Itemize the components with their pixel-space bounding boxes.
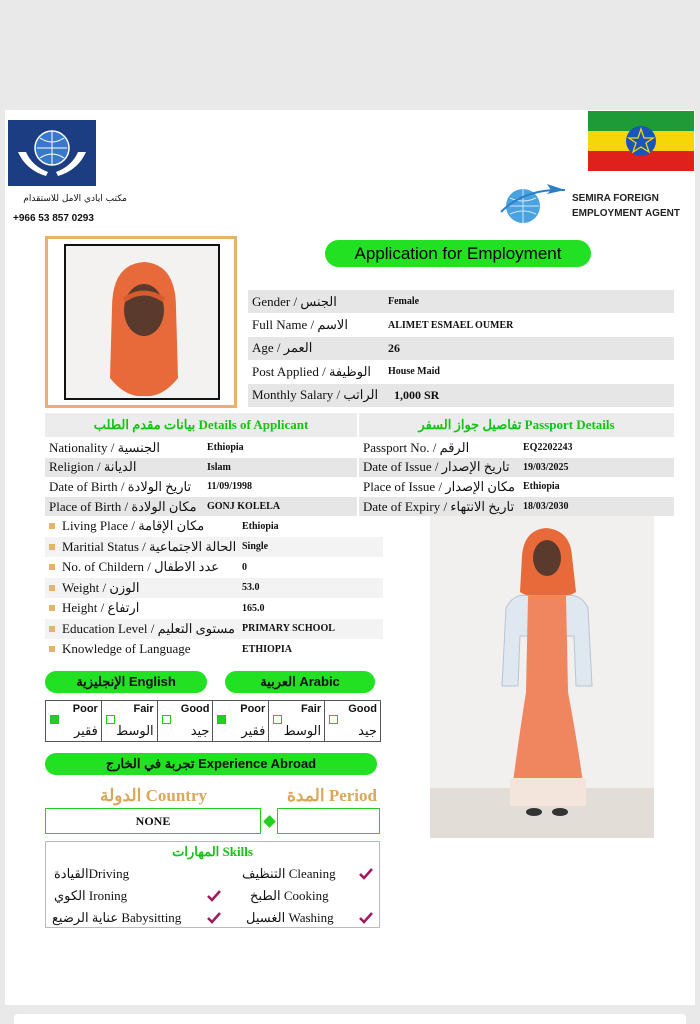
skill-driving: القيادةDriving [54, 866, 130, 881]
country-heading: الدولة Country [100, 786, 207, 805]
details-row: Nationality / الجنسية Ethiopia [49, 439, 244, 455]
checkmark-icon [206, 889, 222, 903]
bullet-icon [49, 585, 55, 591]
details-row: Religion / الديانة Islam [45, 458, 357, 478]
checkbox-checked-icon[interactable] [217, 715, 226, 724]
arabic-heading: العربية Arabic [225, 671, 375, 693]
period-value [277, 808, 380, 834]
details-table [45, 438, 357, 516]
passport-heading: تفاصيل جواز السفر Passport Details [359, 413, 674, 437]
english-heading: الإنجليزية English [45, 671, 207, 693]
ethiopia-flag-icon [588, 111, 694, 171]
skill-babysitting: عناية الرضيع Babysitting [52, 910, 182, 925]
skill-cleaning: التنظيف Cleaning [242, 866, 336, 881]
passport-row: Passport No. / الرقم EQ2202243 [363, 439, 573, 455]
checkbox-checked-icon[interactable] [50, 715, 59, 724]
details-heading: بيانات مقدم الطلب Details of Applicant [45, 413, 357, 437]
passport-row: Date of Issue / تاريخ الإصدار 19/03/2025 [359, 458, 674, 478]
applicant-portrait-frame [45, 236, 237, 408]
form-title: Application for Employment [325, 240, 591, 267]
checkmark-icon [206, 911, 222, 925]
summary-row-salary: Monthly Salary / الراتب 1,000 SR [248, 384, 674, 407]
skill-washing: الغسيل Washing [246, 910, 334, 925]
skill-ironing: الكوي Ironing [54, 888, 128, 903]
list-item: Education Level / مستوى التعليم PRIMARY SCHOOL [45, 619, 383, 640]
list-item: No. of Childern / عدد الاطفال 0 [45, 557, 383, 578]
english-level-good[interactable]: Good جيد [158, 701, 214, 741]
english-level-poor[interactable]: Poor فقير [46, 701, 102, 741]
summary-row-name: Full Name / الاسم ALIMET ESMAEL OUMER [252, 317, 514, 333]
checkbox-icon[interactable] [273, 715, 282, 724]
office-name: مكتب ايادي الامل للاستقدام [23, 194, 127, 204]
details-row: Date of Birth / تاريخ الولادة 11/09/1998 [49, 478, 253, 494]
bullet-icon [49, 646, 55, 652]
applicant-portrait [64, 244, 220, 400]
bullet-icon [49, 523, 55, 529]
list-item: Weight / الوزن 53.0 [45, 578, 383, 599]
bullet-icon [49, 544, 55, 550]
checkmark-icon [358, 911, 374, 925]
skills-box [45, 841, 380, 928]
passport-table [359, 438, 674, 516]
list-item: Height / ارتفاع 165.0 [45, 598, 383, 619]
applicant-full-photo [430, 516, 654, 838]
diamond-icon [263, 815, 276, 828]
bullet-icon [49, 605, 55, 611]
arabic-level-poor[interactable]: Poor فقير [213, 701, 269, 741]
skill-cooking: الطبخ Cooking [250, 888, 329, 903]
list-item: Living Place / مكان الإقامة Ethiopia [45, 516, 383, 537]
details-row: Place of Birth / مكان الولادة GONJ KOLELA [45, 497, 357, 517]
arabic-level-good[interactable]: Good جيد [325, 701, 380, 741]
passport-row: Date of Expiry / تاريخ الانتهاء 18/03/2030 [359, 497, 674, 517]
language-levels [45, 700, 381, 742]
experience-heading: تجربة في الخارج Experience Abroad [45, 753, 377, 775]
checkbox-icon[interactable] [329, 715, 338, 724]
summary-row-age: Age / العمر 26 [248, 337, 674, 360]
checkmark-icon [358, 867, 374, 881]
bullet-icon [49, 564, 55, 570]
next-page-edge [14, 1014, 686, 1024]
personal-info-list [45, 516, 383, 660]
application-form [5, 110, 695, 1005]
passport-row: Place of Issue / مكان الإصدار Ethiopia [363, 478, 560, 494]
office-phone: +966 53 857 0293 [13, 213, 94, 224]
summary-table [248, 290, 674, 407]
agency-logo [6, 118, 98, 188]
arabic-level-fair[interactable]: Fair الوسط [269, 701, 325, 741]
country-value: NONE [45, 808, 261, 834]
agent-name: SEMIRA FOREIGN EMPLOYMENT AGENT [572, 193, 680, 219]
list-item: Maritial Status / الحالة الاجتماعية Single [45, 537, 383, 558]
summary-row-post: Post Applied / الوظيفة House Maid [252, 363, 440, 379]
english-level-fair[interactable]: Fair الوسط [102, 701, 158, 741]
bullet-icon [49, 626, 55, 632]
summary-row-gender: Gender / الجنس Female [248, 290, 674, 313]
globe-plane-icon [495, 178, 567, 226]
checkbox-icon[interactable] [106, 715, 115, 724]
period-heading: المدة Period [287, 786, 377, 805]
skills-heading: المهارات Skills [172, 844, 253, 859]
list-item: Knowledge of Language ETHIOPIA [45, 639, 383, 660]
checkbox-icon[interactable] [162, 715, 171, 724]
